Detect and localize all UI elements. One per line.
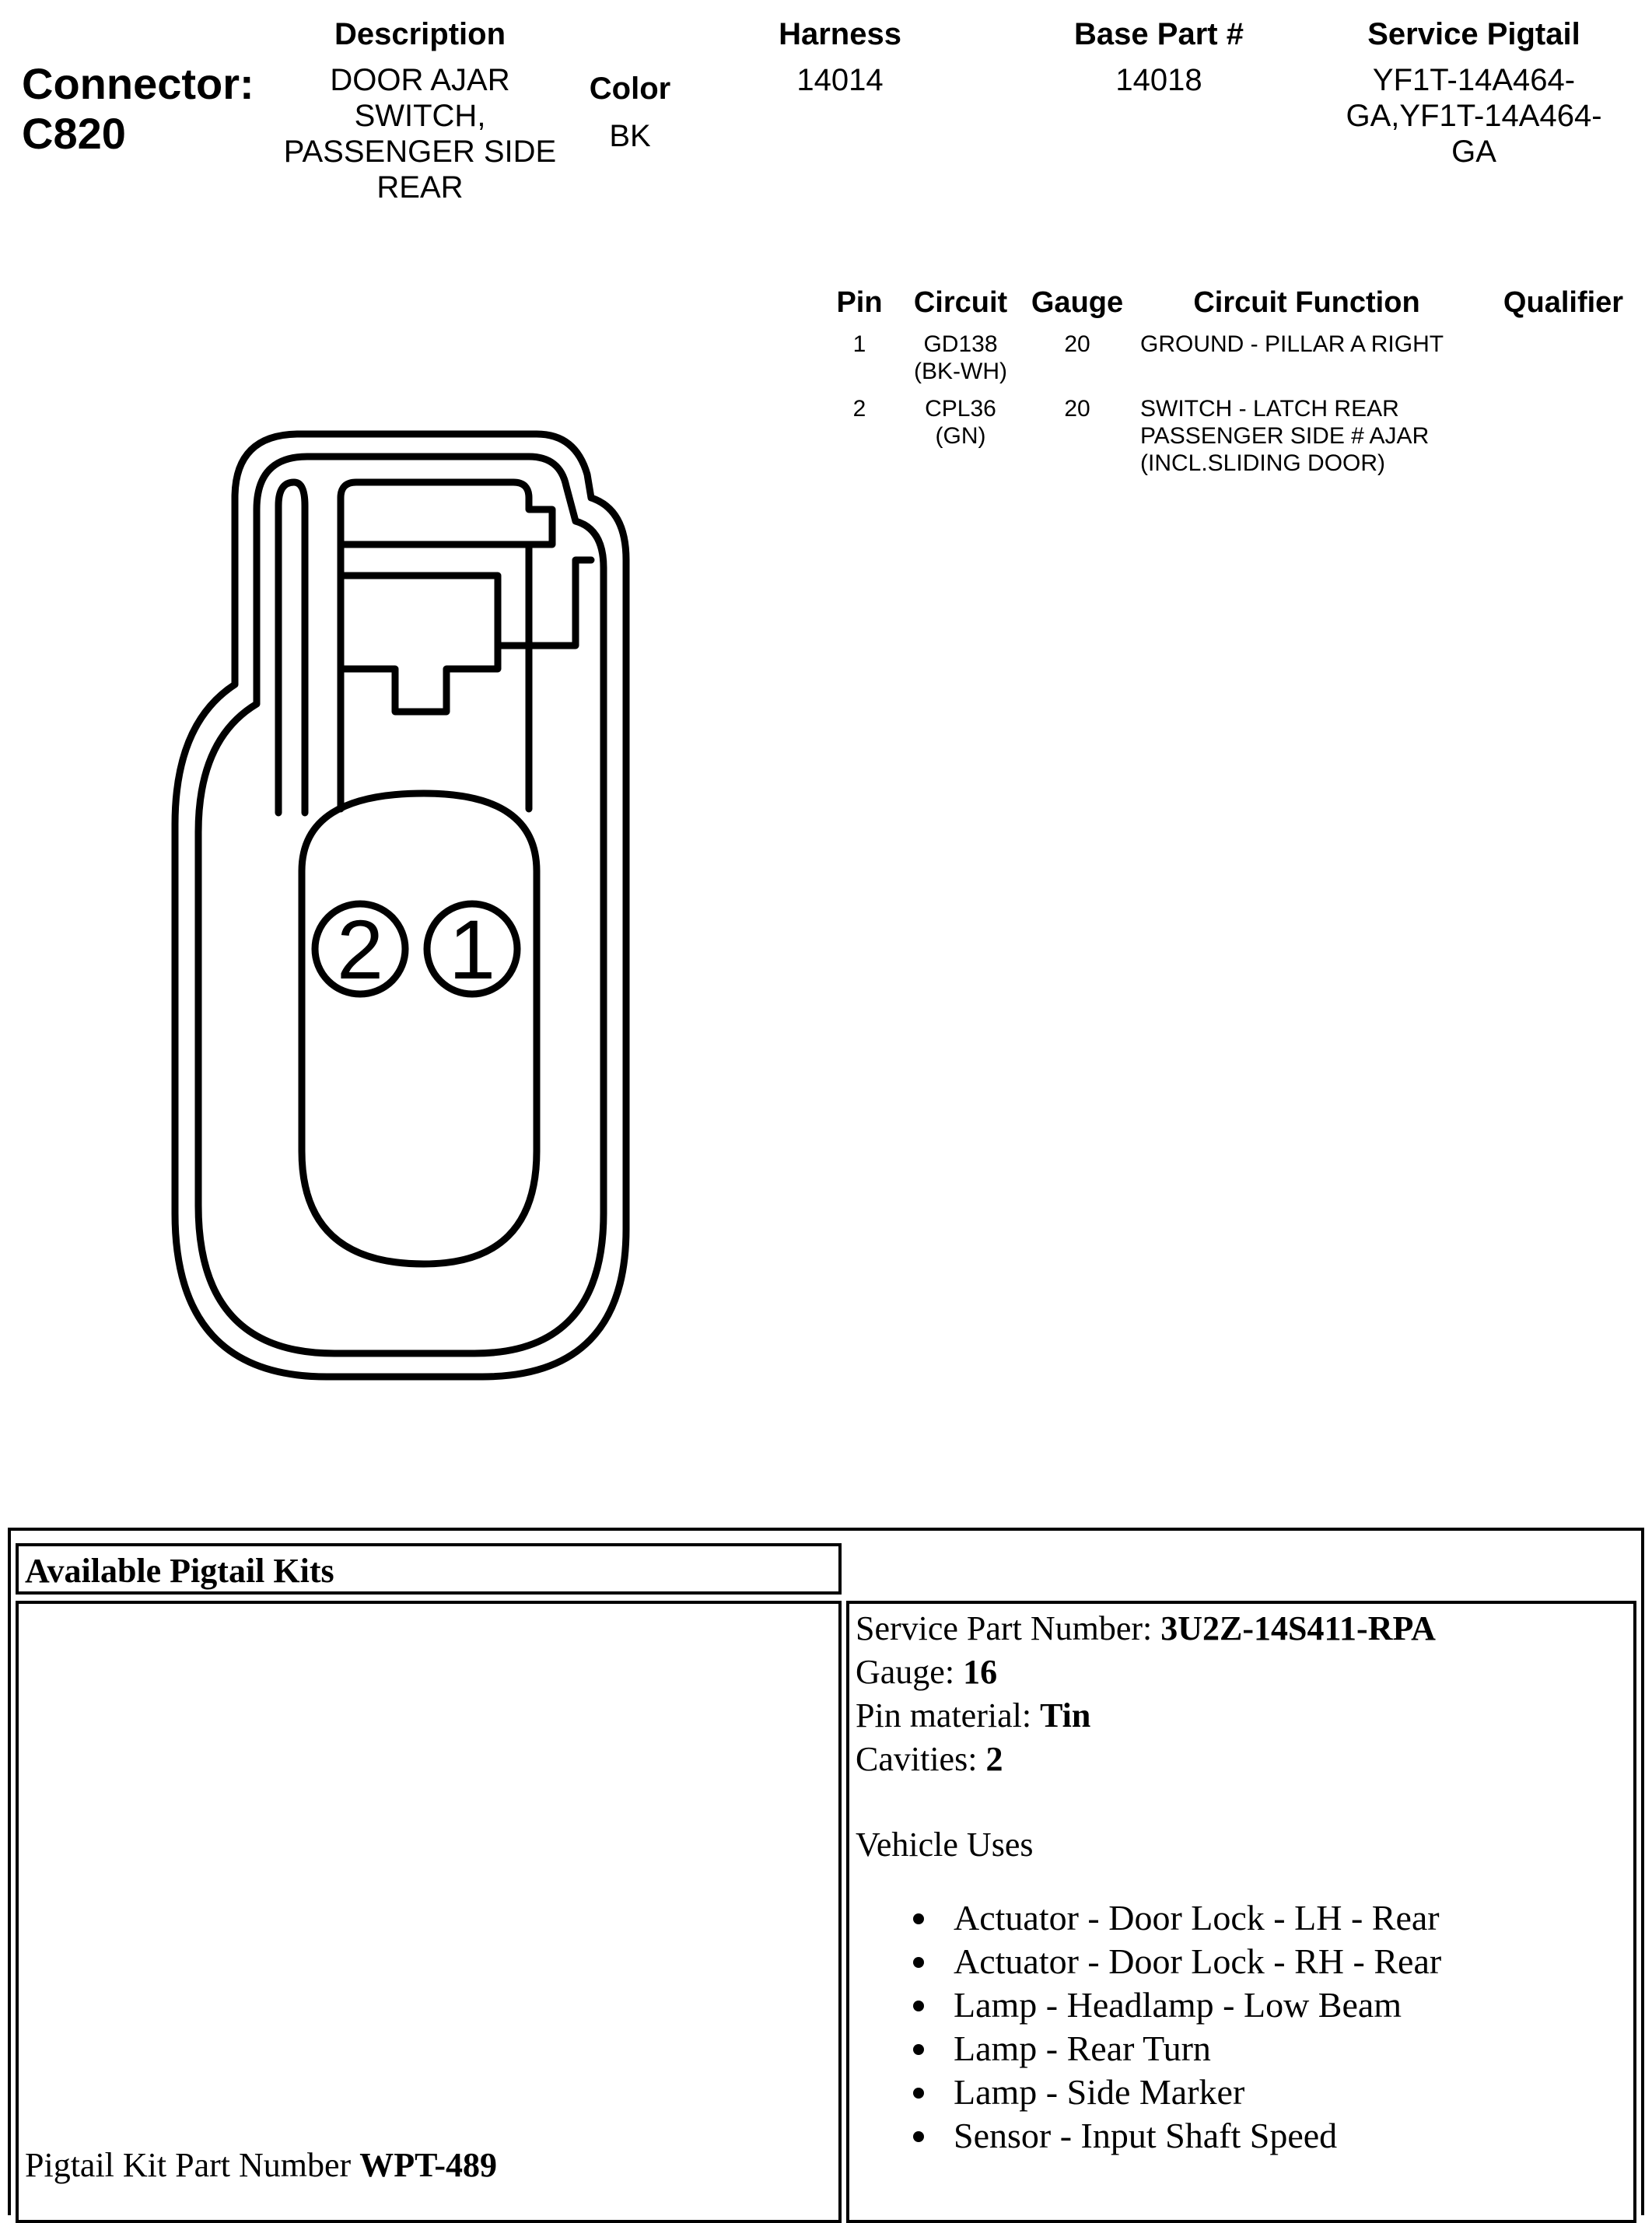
pigtail-kit-part-number: WPT-489 xyxy=(359,2146,498,2184)
service-pigtail-line: YF1T-14A464- xyxy=(1372,63,1576,97)
vehicle-use: Lamp - Headlamp - Low Beam xyxy=(954,1985,1402,2025)
pigtail-kit-part xyxy=(25,2144,497,2187)
gauge-col-header: Gauge xyxy=(1031,286,1124,319)
color-header: Color xyxy=(589,72,671,106)
harness-header: Harness xyxy=(779,17,901,51)
function-line: (INCL.SLIDING DOOR) xyxy=(1140,450,1386,476)
circuit-cell xyxy=(902,331,1019,385)
gauge-value: 16 xyxy=(963,1653,998,1691)
bullet-icon xyxy=(913,2131,924,2142)
base-part-value: 14018 xyxy=(1115,63,1202,97)
harness-value: 14014 xyxy=(796,63,884,97)
circuit-color: (BK-WH) xyxy=(914,359,1007,384)
function-line: SWITCH - LATCH REAR xyxy=(1140,396,1399,422)
pin-col-header: Pin xyxy=(836,286,883,319)
vehicle-uses-label: Vehicle Uses xyxy=(856,1826,1034,1864)
function-line: PASSENGER SIDE # AJAR xyxy=(1140,423,1430,449)
vehicle-use: Sensor - Input Shaft Speed xyxy=(954,2116,1338,2155)
service-part-label: Service Part Number: xyxy=(856,1609,1161,1647)
connector-inner-shell xyxy=(198,457,604,1353)
circuit-color: (GN) xyxy=(935,423,986,449)
list-item xyxy=(913,2027,1441,2071)
gauge-cell: 20 xyxy=(1064,331,1090,357)
lock-tab-body xyxy=(341,544,591,809)
bullet-icon xyxy=(913,2001,924,2011)
lock-tab xyxy=(341,482,552,544)
bullet-icon xyxy=(913,2088,924,2099)
list-item xyxy=(913,2071,1441,2114)
service-pigtail-header: Service Pigtail xyxy=(1367,17,1580,51)
function-col-header: Circuit Function xyxy=(1193,286,1420,319)
vehicle-use: Lamp - Side Marker xyxy=(954,2072,1245,2112)
service-pigtail-line: GA,YF1T-14A464- xyxy=(1346,99,1602,133)
gauge-cell: 20 xyxy=(1064,396,1090,422)
service-part-row xyxy=(856,1607,1436,1651)
gauge-label: Gauge: xyxy=(856,1653,964,1691)
service-pigtail-line: GA xyxy=(1451,135,1496,169)
cavities-row xyxy=(856,1738,1436,1781)
color-value: BK xyxy=(609,119,651,153)
latch-slot xyxy=(278,482,305,813)
list-item xyxy=(913,1983,1441,2027)
bullet-icon xyxy=(913,2044,924,2055)
pin-face xyxy=(302,793,537,1264)
pin-number: 1 xyxy=(852,331,866,357)
pigtail-kits-title-cell xyxy=(16,1543,842,1595)
circuit-id: CPL36 xyxy=(925,396,996,422)
pigtail-kit-left-cell xyxy=(16,1601,842,2223)
vehicle-uses-list xyxy=(913,1896,1441,2158)
circuit-cell xyxy=(902,395,1019,450)
circuit-col-header: Circuit xyxy=(913,286,1008,319)
pin-number: 2 xyxy=(852,396,866,422)
pin-material-value: Tin xyxy=(1040,1696,1091,1735)
vehicle-use: Actuator - Door Lock - RH - Rear xyxy=(954,1941,1442,1981)
description-line: DOOR AJAR xyxy=(330,63,510,97)
function-cell xyxy=(1140,395,1482,477)
connector-label: Connector: xyxy=(22,59,254,108)
description-line: REAR xyxy=(376,170,464,205)
description-value xyxy=(264,62,576,205)
service-pigtail-value xyxy=(1322,62,1626,170)
pin-material-row xyxy=(856,1694,1436,1738)
cavities-label: Cavities: xyxy=(856,1740,986,1778)
circuit-id: GD138 xyxy=(923,331,998,357)
gauge-row xyxy=(856,1651,1436,1694)
bullet-icon xyxy=(913,1957,924,1968)
connector-id: C820 xyxy=(22,109,126,158)
pin-1-label: 1 xyxy=(448,902,496,996)
pin-2-label: 2 xyxy=(336,902,384,996)
qualifier-col-header: Qualifier xyxy=(1503,286,1624,319)
service-part-number: 3U2Z-14S411-RPA xyxy=(1160,1609,1436,1647)
list-item xyxy=(913,2114,1441,2158)
function-line: GROUND - PILLAR A RIGHT xyxy=(1140,331,1444,357)
bullet-icon xyxy=(913,1913,924,1924)
kit-details xyxy=(856,1607,1436,1867)
description-line: SWITCH, xyxy=(354,99,486,133)
connector-title xyxy=(22,59,254,159)
vehicle-use: Actuator - Door Lock - LH - Rear xyxy=(954,1898,1440,1938)
list-item xyxy=(913,1896,1441,1940)
description-header: Description xyxy=(334,17,506,51)
cavities-value: 2 xyxy=(985,1740,1003,1778)
function-cell xyxy=(1140,331,1482,358)
pigtail-kit-right-cell xyxy=(846,1601,1636,2223)
pigtail-kit-part-label: Pigtail Kit Part Number xyxy=(25,2146,360,2184)
connector-face-diagram xyxy=(156,420,653,1400)
vehicle-use: Lamp - Rear Turn xyxy=(954,2029,1211,2068)
description-line: PASSENGER SIDE xyxy=(283,135,557,169)
base-part-header: Base Part # xyxy=(1074,17,1244,51)
pin-material-label: Pin material: xyxy=(856,1696,1041,1735)
list-item xyxy=(913,1940,1441,1983)
pigtail-kits-title: Available Pigtail Kits xyxy=(25,1552,334,1590)
